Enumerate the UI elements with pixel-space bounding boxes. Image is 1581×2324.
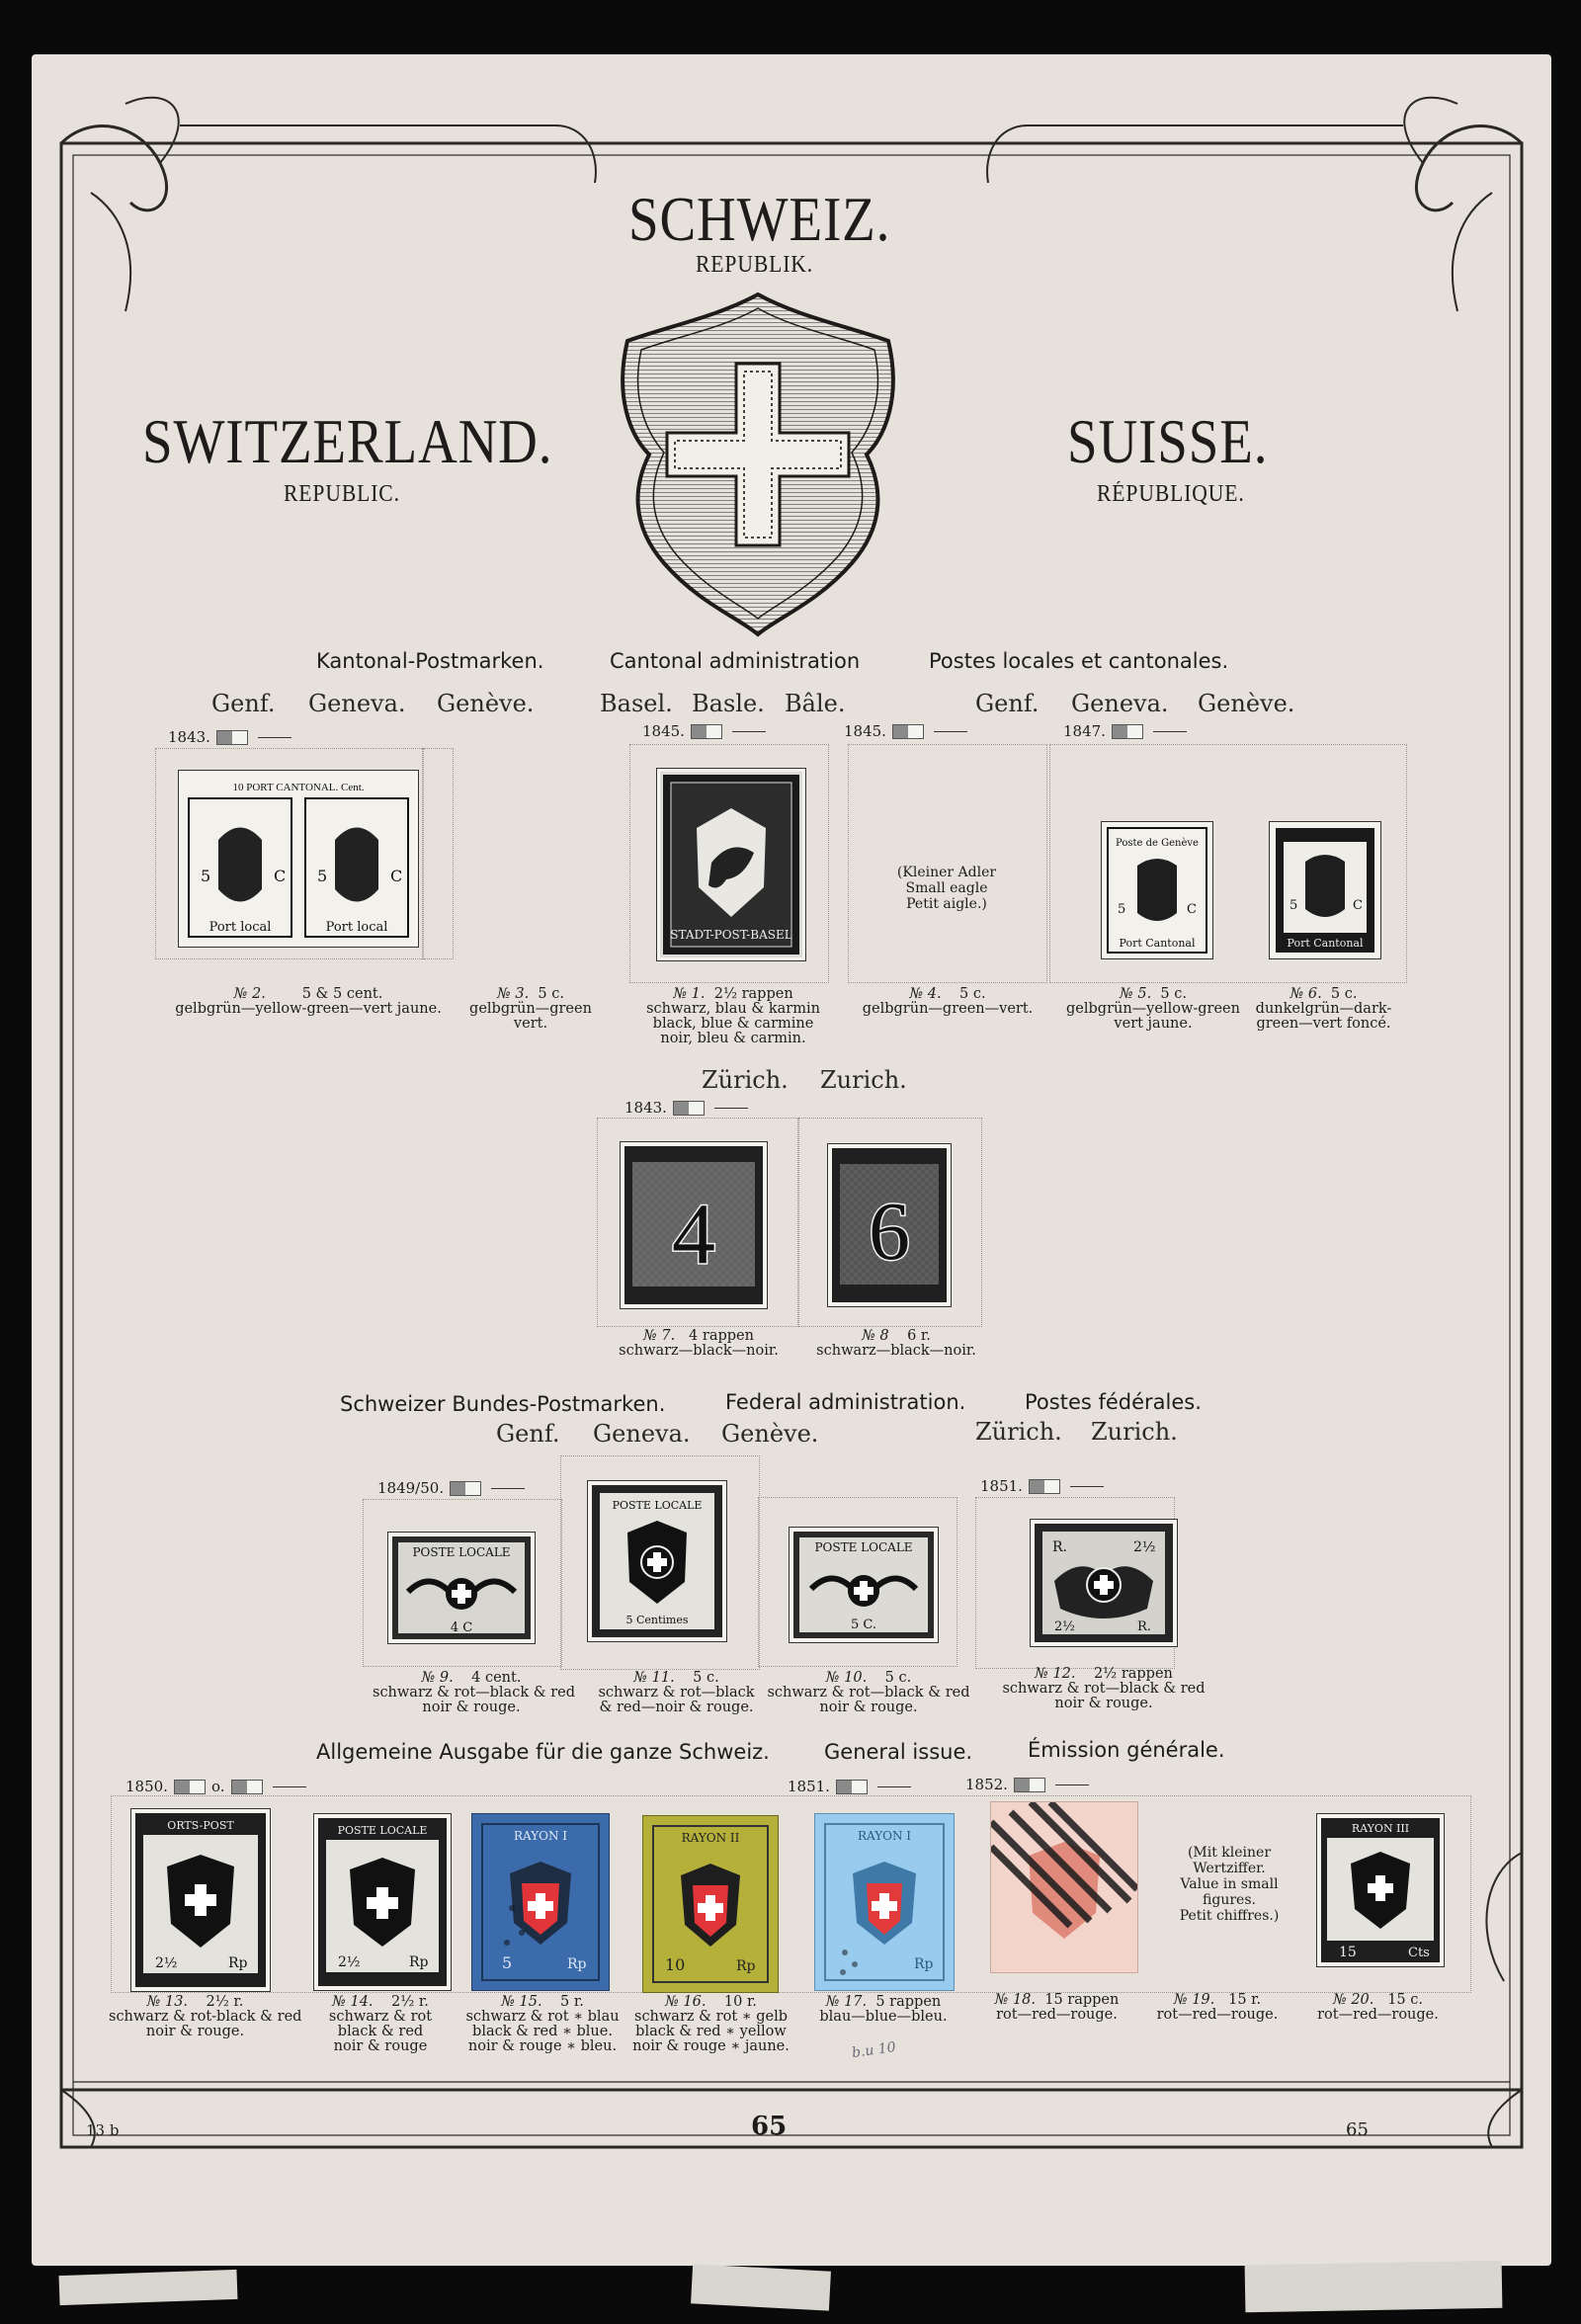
caption-no-16: № 16. 10 r. schwarz & rot ∗ gelb black & red ∗ yellow noir & rouge ∗ jaune.: [632, 1994, 790, 2054]
year-1849-50: 1849/50.: [377, 1479, 525, 1497]
city-basel: Basel.: [600, 690, 673, 717]
svg-text:4 C: 4 C: [450, 1620, 473, 1635]
svg-text:10: 10: [665, 1955, 686, 1974]
city-basle: Basle.: [692, 690, 765, 717]
city-geneve: Genève.: [437, 690, 535, 717]
city-genf-2: Genf.: [975, 690, 1040, 717]
svg-text:Port Cantonal: Port Cantonal: [1287, 937, 1364, 950]
caption-no-1: № 1. 2½ rappen schwarz, blau & karmin black, blue & carmine noir, bleu & carmin.: [646, 986, 820, 1046]
stamp-poste-locale-4c: [387, 1532, 536, 1644]
svg-text:R.: R.: [1137, 1619, 1151, 1634]
pencil-note: b.u 10: [851, 2038, 897, 2062]
city-geneva-2: Geneva.: [1071, 690, 1169, 717]
city-geneve-3: Genève.: [721, 1420, 819, 1448]
subtitle-german: REPUBLIK.: [696, 252, 814, 278]
caption-no-5: № 5. 5 c. gelbgrün—yellow-green vert jaune.: [1066, 986, 1240, 1032]
svg-text:RAYON I: RAYON I: [857, 1829, 912, 1843]
svg-text:5: 5: [502, 1953, 513, 1972]
caption-no-9: № 9. 4 cent. schwarz & rot—black & red noir & rouge.: [373, 1670, 576, 1715]
stamp-zurich-4: [620, 1141, 768, 1309]
caption-no-17: № 17. 5 rappen blau—blue—bleu.: [819, 1994, 948, 2025]
caption-no-7: № 7. 4 rappen schwarz—black—noir.: [619, 1328, 779, 1359]
svg-text:2½: 2½: [155, 1955, 178, 1971]
section3-heading-french: Émission générale.: [1028, 1738, 1225, 1762]
slot-divider-zurich: [797, 1118, 799, 1327]
svg-text:POSTE LOCALE: POSTE LOCALE: [612, 1499, 703, 1512]
stamp-15-rappen-red: [990, 1801, 1138, 1973]
svg-text:RAYON III: RAYON III: [1351, 1822, 1410, 1835]
title-english: SWITZERLAND.: [142, 406, 553, 476]
section3-heading-german: Allgemeine Ausgabe für die ganze Schweiz.: [316, 1740, 770, 1764]
subtitle-english: REPUBLIC.: [284, 481, 400, 507]
svg-text:15: 15: [1339, 1945, 1357, 1960]
svg-text:Poste de Genève: Poste de Genève: [1116, 838, 1199, 849]
stamp-2-half-rappen-r: [1030, 1519, 1178, 1647]
caption-no-15: № 15. 5 r. schwarz & rot ∗ blau black & red ∗ blue. noir & rouge ∗ bleu.: [465, 1994, 620, 2054]
svg-text:Rp: Rp: [914, 1956, 934, 1972]
svg-text:Rp: Rp: [567, 1956, 587, 1972]
paper-scrap: [59, 2270, 238, 2305]
caption-no-20: № 20. 15 c. rot—red—rouge.: [1317, 1992, 1439, 2023]
city-geneva-3: Geneva.: [593, 1420, 691, 1448]
svg-text:Rp: Rp: [228, 1955, 248, 1971]
svg-text:5: 5: [201, 867, 211, 885]
footer-sheet-number: 13 b: [86, 2121, 120, 2139]
city-bale: Bâle.: [785, 690, 846, 717]
placeholder-small-figures: (Mit kleiner Wertziffer. Value in small figures. Petit chiffres.): [1179, 1845, 1280, 1924]
stamp-slot-4: [848, 744, 1047, 983]
stamp-poste-locale-5-centimes: [587, 1480, 727, 1642]
page-number-right: 65: [1346, 2119, 1369, 2140]
stamp-orts-post-2-half-rp: [130, 1808, 271, 1992]
caption-no-2: № 2. 5 & 5 cent. gelbgrün—yellow-green—vert jaune.: [175, 986, 442, 1017]
page-number: 65: [751, 2112, 788, 2141]
svg-text:C: C: [390, 867, 403, 885]
svg-text:RAYON I: RAYON I: [513, 1829, 568, 1843]
svg-text:ORTS-POST: ORTS-POST: [167, 1819, 234, 1832]
year-1852: 1852.: [965, 1776, 1089, 1793]
section2-heading-english: Federal administration.: [725, 1390, 966, 1414]
paper-scrap: [691, 2264, 831, 2310]
caption-no-11: № 11. 5 c. schwarz & rot—black & red—noir & rouge.: [598, 1670, 755, 1715]
stamp-rayon-3-15-cts: [1316, 1813, 1445, 1967]
city-genf: Genf.: [211, 690, 276, 717]
svg-text:POSTE LOCALE: POSTE LOCALE: [412, 1545, 511, 1559]
svg-text:POSTE LOCALE: POSTE LOCALE: [814, 1540, 913, 1554]
city-geneve-2: Genève.: [1198, 690, 1295, 717]
stamp-rayon-1-5-blue: [471, 1813, 610, 1991]
section2-heading-german: Schweizer Bundes-Postmarken.: [340, 1392, 666, 1416]
year-1843: 1843.: [168, 728, 291, 746]
city-zurich: Zurich.: [820, 1066, 907, 1094]
stamp-rayon-2-10-yellow: [642, 1815, 779, 1993]
svg-text:C: C: [274, 867, 287, 885]
year-1845-geneva: 1845.: [844, 722, 967, 740]
stamp-geneva-1847-dark-green: [1269, 821, 1381, 959]
title-french: SUISSE.: [1067, 406, 1269, 476]
stamp-rayon-1-light-blue: [814, 1813, 955, 1991]
year-1851-zurich: 1851.: [980, 1477, 1104, 1495]
svg-text:5 Centimes: 5 Centimes: [625, 1614, 689, 1626]
svg-text:5: 5: [317, 867, 328, 885]
caption-no-4: № 4. 5 c. gelbgrün—green—vert.: [862, 986, 1034, 1017]
svg-text:Port local: Port local: [208, 920, 272, 935]
year-1847: 1847.: [1063, 722, 1187, 740]
svg-text:6: 6: [869, 1186, 910, 1278]
svg-text:POSTE LOCALE: POSTE LOCALE: [337, 1824, 428, 1837]
stamp-geneva-1847-yellow-green: [1101, 821, 1213, 959]
subtitle-french: RÉPUBLIQUE.: [1097, 481, 1245, 507]
svg-text:5: 5: [1118, 902, 1126, 917]
city-zuerich-2: Zürich.: [975, 1418, 1062, 1446]
caption-no-12: № 12. 2½ rappen schwarz & rot—black & red noir & rouge.: [1002, 1666, 1206, 1711]
stamp-poste-locale-5c: [789, 1527, 939, 1643]
stamp-basel-dove: [656, 768, 806, 961]
svg-text:C: C: [1187, 902, 1197, 917]
svg-text:Rp: Rp: [736, 1958, 756, 1974]
city-zurich-2: Zurich.: [1091, 1418, 1178, 1446]
svg-text:2½: 2½: [1133, 1539, 1156, 1555]
city-genf-3: Genf.: [496, 1420, 560, 1448]
section3-heading-english: General issue.: [824, 1740, 973, 1764]
caption-no-14: № 14. 2½ r. schwarz & rot black & red noir & rouge: [328, 1994, 433, 2054]
caption-no-18: № 18. 15 rappen rot—red—rouge.: [994, 1992, 1120, 2023]
stamp-double-geneva: [178, 770, 419, 948]
year-1843-zurich: 1843.: [624, 1099, 748, 1117]
svg-text:Rp: Rp: [409, 1954, 429, 1970]
album-page: [32, 54, 1551, 2266]
svg-text:2½: 2½: [1054, 1619, 1075, 1634]
caption-no-6: № 6. 5 c. dunkelgrün—dark- green—vert foncé.: [1255, 986, 1392, 1032]
stamp-poste-locale-2-half-rp: [313, 1813, 452, 1991]
section1-heading-english: Cantonal administration: [610, 649, 861, 673]
svg-text:10 PORT CANTONAL. Cent.: 10 PORT CANTONAL. Cent.: [232, 782, 365, 793]
caption-no-13: № 13. 2½ r. schwarz & rot-black & red noir & rouge.: [109, 1994, 302, 2039]
caption-no-3: № 3. 5 c. gelbgrün—green vert.: [469, 986, 592, 1032]
year-1851-general: 1851.: [788, 1778, 911, 1795]
svg-text:STADT-POST-BASEL: STADT-POST-BASEL: [670, 928, 792, 942]
section1-heading-german: Kantonal-Postmarken.: [316, 649, 544, 673]
year-1850: 1850. o.: [125, 1778, 306, 1795]
svg-text:Port local: Port local: [325, 920, 388, 935]
svg-text:5: 5: [1290, 898, 1298, 913]
swiss-coat-of-arms-shield: [610, 287, 906, 642]
svg-text:4: 4: [672, 1187, 715, 1283]
caption-no-19: № 19. 15 r. rot—red—rouge.: [1156, 1992, 1279, 2023]
svg-text:RAYON II: RAYON II: [681, 1831, 740, 1845]
slot-divider: [422, 748, 424, 959]
section2-heading-french: Postes fédérales.: [1025, 1390, 1202, 1414]
svg-text:2½: 2½: [338, 1954, 361, 1970]
svg-text:C: C: [1353, 898, 1363, 913]
caption-no-10: № 10. 5 c. schwarz & rot—black & red noir & rouge.: [767, 1670, 970, 1715]
svg-text:5 C.: 5 C.: [850, 1618, 877, 1632]
year-1845-basel: 1845.: [642, 722, 766, 740]
caption-no-8: № 8 6 r. schwarz—black—noir.: [816, 1328, 976, 1359]
paper-scrap: [1245, 2261, 1503, 2313]
svg-text:R.: R.: [1052, 1539, 1067, 1555]
stamp-zurich-6: [827, 1143, 952, 1307]
svg-text:Port Cantonal: Port Cantonal: [1119, 937, 1196, 950]
placeholder-kleiner-adler: (Kleiner Adler Small eagle Petit aigle.): [896, 865, 997, 912]
svg-text:Cts: Cts: [1408, 1946, 1430, 1960]
section1-heading-french: Postes locales et cantonales.: [929, 649, 1229, 673]
title-german: SCHWEIZ.: [628, 184, 891, 254]
city-zuerich: Zürich.: [702, 1066, 789, 1094]
city-geneva: Geneva.: [308, 690, 406, 717]
